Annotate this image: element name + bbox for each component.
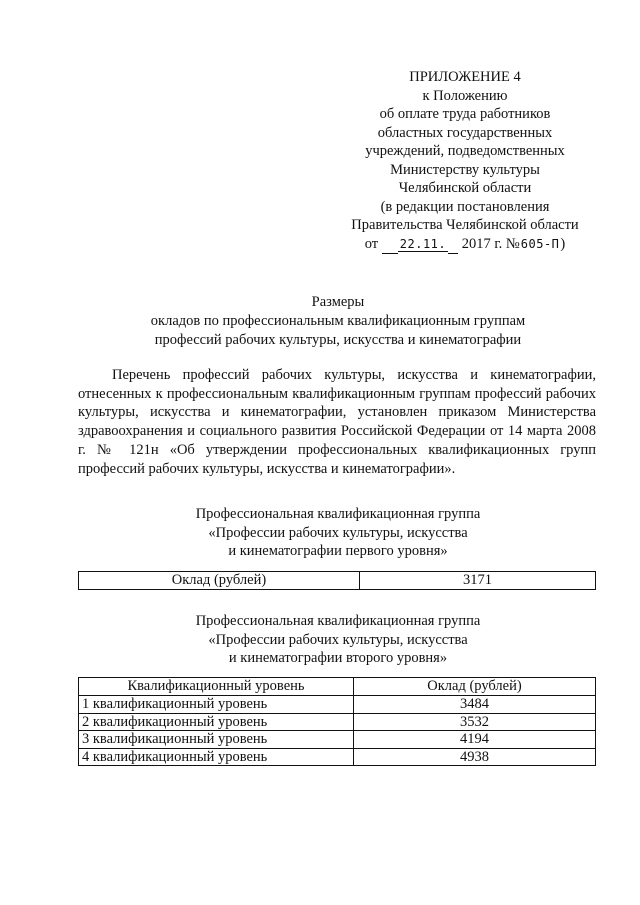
decree-line <box>340 235 590 255</box>
title-line: Размеры <box>311 294 365 310</box>
salary-cell: 4194 <box>354 731 596 749</box>
column-header-salary: Оклад (рублей) <box>354 678 596 696</box>
group1-salary-table <box>78 571 596 590</box>
table-row <box>79 696 596 714</box>
salary-label-cell: Оклад (рублей) <box>79 572 360 590</box>
annex-line: Правительства Челябинской области <box>351 217 579 233</box>
table-row <box>79 748 596 766</box>
table-row <box>79 572 596 590</box>
level-cell: 4 квалификационный уровень <box>79 748 354 766</box>
group-heading-line: «Профессии рабочих культуры, искусства <box>208 631 468 648</box>
group1-heading <box>78 505 598 561</box>
annex-line: Челябинской области <box>398 180 532 196</box>
group-heading-line: «Профессии рабочих культуры, искусства <box>208 524 468 541</box>
annex-line: к Положению <box>422 87 508 104</box>
annex-line: об оплате труда работников <box>379 106 551 122</box>
group-heading-line: Профессиональная квалификационная группа <box>195 506 481 522</box>
annex-line: (в редакции постановления <box>380 198 550 215</box>
salary-value-cell: 3171 <box>360 572 596 590</box>
salary-cell: 4938 <box>354 748 596 766</box>
table-row <box>79 731 596 749</box>
annex-header <box>340 68 590 254</box>
salary-cell: 3532 <box>354 713 596 731</box>
blank-underline <box>382 235 398 255</box>
decree-number: 605-П <box>520 236 560 251</box>
group2-salary-table <box>78 677 596 766</box>
group2-heading <box>78 612 598 668</box>
title-line: окладов по профессиональным квалификационным группам <box>150 313 526 329</box>
column-header-level: Квалификационный уровень <box>79 678 354 696</box>
level-cell: 2 квалификационный уровень <box>79 713 354 731</box>
annex-title: ПРИЛОЖЕНИЕ 4 <box>409 69 521 85</box>
intro-paragraph: Перечень профессий рабочих культуры, искусства и кинематографии, отнесенных к профессиональным квалификационным группам профессий рабочих культуры, искусства и кинематографии, установлен приказом Министерства здравоохранения и социального развития Российской Федерации от 14 марта 2008 г. № 121н «Об утверждении профессиональных квалификационных групп профессий рабочих культуры, искусства и кинематографии». <box>78 367 596 477</box>
level-cell: 3 квалификационный уровень <box>79 731 354 749</box>
annex-line: Министерству культуры <box>390 161 540 178</box>
decree-year: 2017 г. № <box>461 235 520 252</box>
group-heading-line: и кинематографии второго уровня» <box>228 650 448 666</box>
annex-line: учреждений, подведомственных <box>365 143 565 159</box>
level-cell: 1 квалификационный уровень <box>79 696 354 714</box>
table-header-row <box>79 678 596 696</box>
blank-underline <box>448 235 458 255</box>
decree-date: 22.11. <box>399 236 447 251</box>
annex-line: областных государственных <box>377 124 553 141</box>
decree-close: ) <box>560 235 566 252</box>
title-line: профессий рабочих культуры, искусства и кинематографии <box>154 332 522 348</box>
group-heading-line: и кинематографии первого уровня» <box>228 543 448 559</box>
table-row <box>79 713 596 731</box>
document-title <box>78 293 598 350</box>
decree-prefix: от <box>364 235 379 252</box>
group-heading-line: Профессиональная квалификационная группа <box>195 613 481 629</box>
salary-cell: 3484 <box>354 696 596 714</box>
